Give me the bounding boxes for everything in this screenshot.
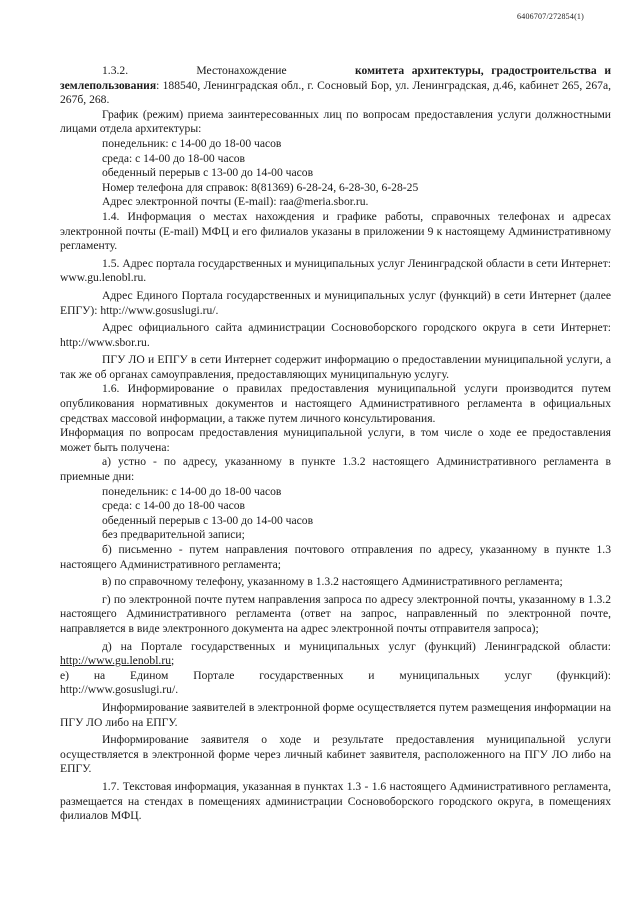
item-d-regional-portal	[60, 640, 611, 669]
paragraph-1-7: 1.7. Текстовая информация, указанная в пунктах 1.3 - 1.6 настоящего Административного регламента, размещается на стендах в помещениях администрации Сосновоборского городского округа, в помещениях филиалов МФЦ.	[60, 779, 611, 823]
paragraph-official-site: Адрес официального сайта администрации Сосновоборского городского округа в сети Интернет: http://www.sbor.ru.	[60, 321, 611, 349]
reference-phone: Номер телефона для справок: 8(81369) 6-28-24, 6-28-30, 6-28-25	[102, 180, 419, 194]
section-1-3-2-address	[60, 79, 611, 108]
section-number: 1.3.2.	[102, 64, 129, 77]
item-e-unified-portal	[60, 669, 611, 698]
paragraph-epgu-address: Адрес Единого Портала государственных и муниципальных услуг (функций) в сети Интернет (далее ЕПГУ): http://www.gosuslugi.ru/.	[60, 288, 611, 317]
paragraph-1-4: 1.4. Информация о местах нахождения и графике работы, справочных телефонах и адресах электронной почты (E-mail) МФЦ и его филиалов указаны в приложении 9 к настоящему Административному регламенту.	[60, 209, 611, 253]
item-a-oral: а) устно - по адресу, указанному в пункте 1.3.2 настоящего Административного регламента в приемные дни:	[60, 455, 611, 484]
location-label: Местонахождение	[196, 64, 287, 77]
paragraph-pgu-info: ПГУ ЛО и ЕПГУ в сети Интернет содержит информацию о предоставлении муниципальной услуги, а так же об органах самоуправления, предоставляющих муниципальную услугу.	[60, 353, 611, 381]
committee-name-part1: комитета архитектуры, градостроительства и	[354, 64, 611, 77]
schedule2-wednesday: среда: с 14-00 до 18-00 часов	[102, 499, 246, 513]
item-d-text: д) на Портале государственных и муниципальных услуг (функций) Ленинградской области:	[102, 639, 611, 653]
schedule2-lunch: обеденный перерыв с 13-00 до 14-00 часов	[102, 513, 314, 527]
schedule-intro: График (режим) приема заинтересованных лиц по вопросам предоставления услуги должностными лицами отдела архитектуры:	[60, 107, 611, 136]
schedule-lunch: обеденный перерыв с 13-00 до 14-00 часов	[102, 166, 314, 180]
committee-address: : 188540, Ленинградская обл., г. Сосновый Бор, ул. Ленинградская, д.46, кабинет 265, 267а, 267б, 268.	[60, 78, 611, 107]
paragraph-info-sources: Информация по вопросам предоставления муниципальной услуги, в том числе о ходе ее предоставления может быть получена:	[60, 426, 611, 454]
paragraph-1-6: 1.6. Информирование о правилах предоставления муниципальной услуги производится путем опубликования нормативных документов и настоящего Административного регламента в официальных средствах массовой информации, а также путем личного консультирования.	[60, 382, 611, 425]
schedule2-monday: понедельник: с 14-00 до 18-00 часов	[102, 484, 282, 498]
document-body	[60, 64, 611, 824]
item-b-written: б) письменно - путем направления почтового отправления по адресу, указанному в пункте 1.3 настоящего Административного регламента;	[60, 543, 611, 571]
document-id: 6406707/272854(1)	[517, 12, 584, 21]
item-v-phone: в) по справочному телефону, указанному в 1.3.2 настоящего Административного регламента;	[102, 575, 563, 589]
paragraph-electronic-info: Информирование заявителей в электронной форме осуществляется путем размещения информации на ПГУ ЛО либо на ЕПГУ.	[60, 700, 611, 729]
committee-name-part2: землепользования	[60, 78, 157, 92]
item-g-email: г) по электронной почте путем направления запроса по адресу электронной почты, указанному в 1.3.2 настоящего Административного регламента (ответ на запрос, направленный по электронной почте, направляется в виде электронного документа на адрес электронной почты отправителя запроса);	[60, 592, 611, 635]
unified-portal-link[interactable]: http://www.gosuslugi.ru/.	[60, 683, 179, 697]
email-address: Адрес электронной почты (E-mail): raa@meria.sbor.ru.	[102, 195, 369, 209]
schedule-wednesday: среда: с 14-00 до 18-00 часов	[102, 151, 246, 165]
section-1-3-2-line1	[60, 64, 611, 79]
schedule-monday: понедельник: с 14-00 до 18-00 часов	[102, 136, 282, 150]
item-e-text: е) на Едином Портале государственных и муниципальных услуг (функций):	[60, 668, 611, 682]
schedule2-no-appointment: без предварительной записи;	[102, 528, 245, 542]
item-d-tail: ;	[171, 654, 175, 668]
paragraph-1-5: 1.5. Адрес портала государственных и муниципальных услуг Ленинградской области в сети Интернет: www.gu.lenobl.ru.	[60, 256, 611, 285]
regional-portal-link[interactable]: http://www.gu.lenobl.ru	[60, 654, 171, 668]
paragraph-progress-info: Информирование заявителя о ходе и результате предоставления муниципальной услуги осуществляется в электронной форме через личный кабинет заявителя, расположенного на ПГУ ЛО либо на ЕПГУ.	[60, 733, 611, 776]
